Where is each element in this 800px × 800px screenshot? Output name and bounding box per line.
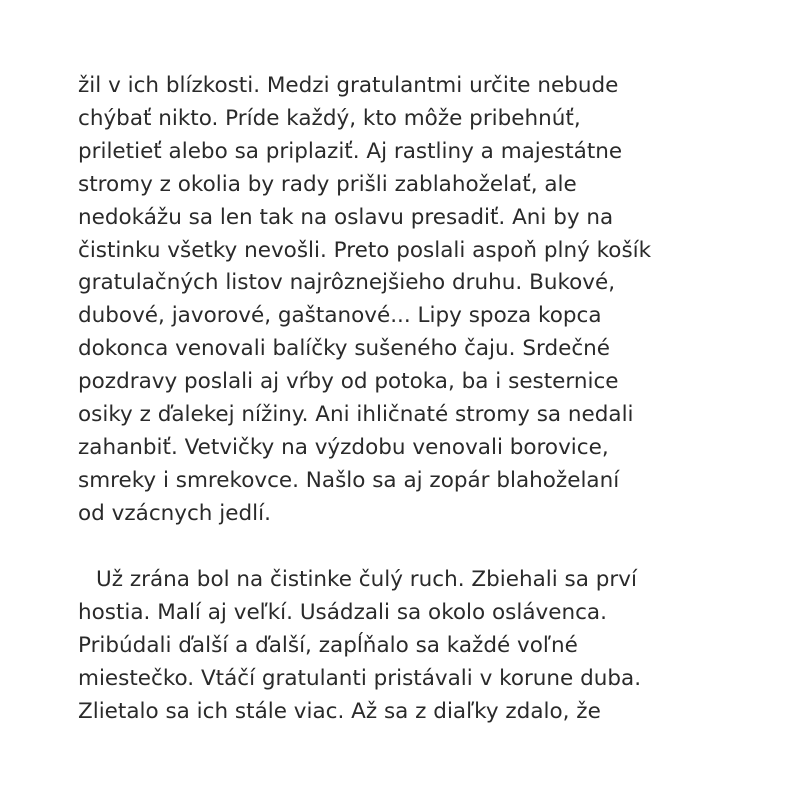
text-line: od vzácnych jedlí. [78,500,271,526]
text-line: chýbať nikto. Príde každý, kto môže pribehnúť, [78,105,581,131]
text-line: miestečko. Vtáčí gratulanti pristávali v korune duba. [78,665,642,691]
text-line: hostia. Malí aj veľkí. Usádzali sa okolo oslávenca. [78,599,607,625]
text-line: osiky z ďalekej nížiny. Ani ihličnaté stromy sa nedali [78,402,634,428]
text-line: nedokážu sa len tak na oslavu presadiť. Ani by na [78,204,614,230]
text-line: čistinku všetky nevošli. Preto poslali aspoň plný košík [78,237,652,263]
text-line: Pribúdali ďalší a ďalší, zapĺňalo sa každé voľné [78,632,578,658]
text-line: Zlietalo sa ich stále viac. Až sa z diaľky zdalo, že [78,698,601,724]
text-line: smreky i smrekovce. Našlo sa aj zopár blahoželaní [78,467,620,493]
paragraph-2 [78,564,778,729]
text-line: dokonca venovali balíčky sušeného čaju. Srdečné [78,336,610,362]
text-line: pozdravy poslali aj vŕby od potoka, ba i sesternice [78,369,619,395]
text-line: zahanbiť. Vetvičky na výzdobu venovali borovice, [78,434,609,460]
text-line: dubové, javorové, gaštanové... Lipy spoza kopca [78,303,602,329]
paragraph-1 [78,70,778,531]
text-line: Už zrána bol na čistinke čulý ruch. Zbiehali sa prví [96,567,637,592]
text-line: žil v ich blízkosti. Medzi gratulantmi určite nebude [78,73,619,98]
text-line: priletieť alebo sa priplaziť. Aj rastliny a majestátne [78,138,623,164]
text-line: gratulačných listov najrôznejšieho druhu. Bukové, [78,270,616,296]
text-line: stromy z okolia by rady prišli zablahoželať, ale [78,171,577,197]
